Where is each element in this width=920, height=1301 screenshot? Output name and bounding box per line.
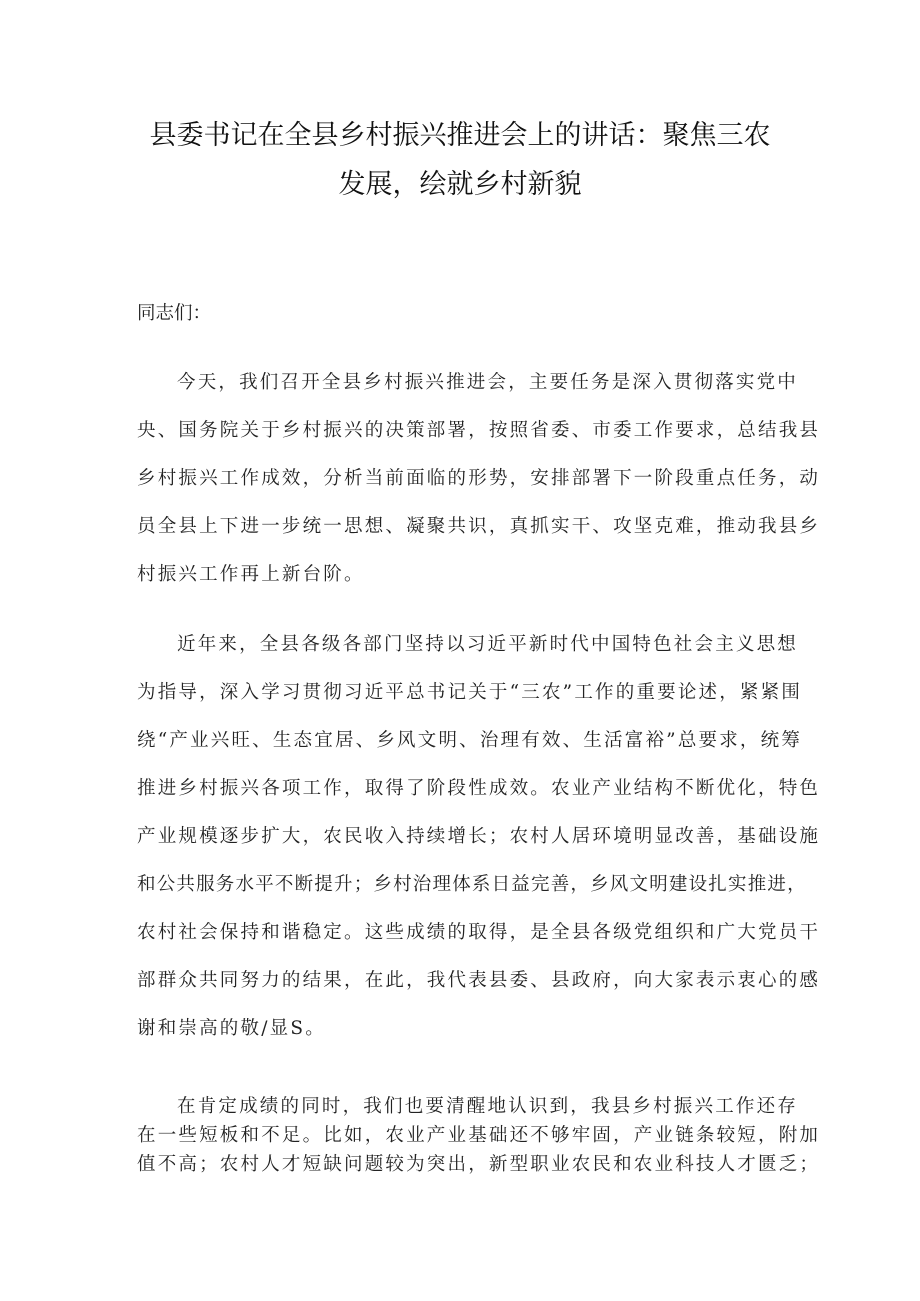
paragraph-2-line-8: 部群众共同努力的结果，在此，我代表县委、县政府，向大家表示衷心的感 [137, 970, 821, 991]
paragraph-2-line-9: 谢和崇高的敬/显S。 [137, 1018, 326, 1039]
paragraph-2-line-4: 推进乡村振兴各项工作，取得了阶段性成效。农业产业结构不断优化，特色 [137, 778, 821, 799]
paragraph-2-line-7: 农村社会保持和谐稳定。这些成绩的取得，是全县各级党组织和广大党员干 [137, 922, 821, 943]
paragraph-1-line-3: 乡村振兴工作成效，分析当前面临的形势，安排部署下一阶段重点任务，动 [137, 468, 821, 489]
salutation: 同志们： [137, 303, 212, 324]
paragraph-3-line-1: 在肯定成绩的同时，我们也要清醒地认识到，我县乡村振兴工作还存 [177, 1096, 799, 1117]
paragraph-2-line-5: 产业规模逐步扩大，农民收入持续增长；农村人居环境明显改善，基础设施 [137, 826, 821, 847]
paragraph-2-line-3: 绕“产业兴旺、生态宜居、乡风文明、治理有效、生活富裕”总要求，统筹 [137, 730, 803, 751]
paragraph-1-line-5: 村振兴工作再上新台阶。 [137, 564, 365, 585]
document-title-line-2: 发展，绘就乡村新貌 [338, 169, 582, 200]
paragraph-1-line-4: 员全县上下进一步统一思想、凝聚共识，真抓实干、攻坚克难，推动我县乡 [137, 516, 821, 537]
paragraph-1-line-2: 央、国务院关于乡村振兴的决策部署，按照省委、市委工作要求，总结我县 [137, 420, 821, 441]
paragraph-2-line-1: 近年来，全县各级各部门坚持以习近平新时代中国特色社会主义思想 [177, 634, 799, 655]
paragraph-1-line-1: 今天，我们召开全县乡村振兴推进会，主要任务是深入贯彻落实党中 [177, 372, 799, 393]
paragraph-3-line-2: 在一些短板和不足。比如，农业产业基础还不够牢固，产业链条较短，附加 [137, 1125, 821, 1146]
document-title-line-1: 县委书记在全县乡村振兴推进会上的讲话：聚焦三农 [149, 120, 771, 151]
paragraph-2-line-2: 为指导，深入学习贯彻习近平总书记关于“三农”工作的重要论述，紧紧围 [137, 682, 803, 703]
paragraph-2-line-6: 和公共服务水平不断提升；乡村治理体系日益完善，乡风文明建设扎实推进， [137, 874, 807, 895]
paragraph-3-line-3: 值不高；农村人才短缺问题较为突出，新型职业农民和农业科技人才匮乏； [137, 1154, 821, 1175]
